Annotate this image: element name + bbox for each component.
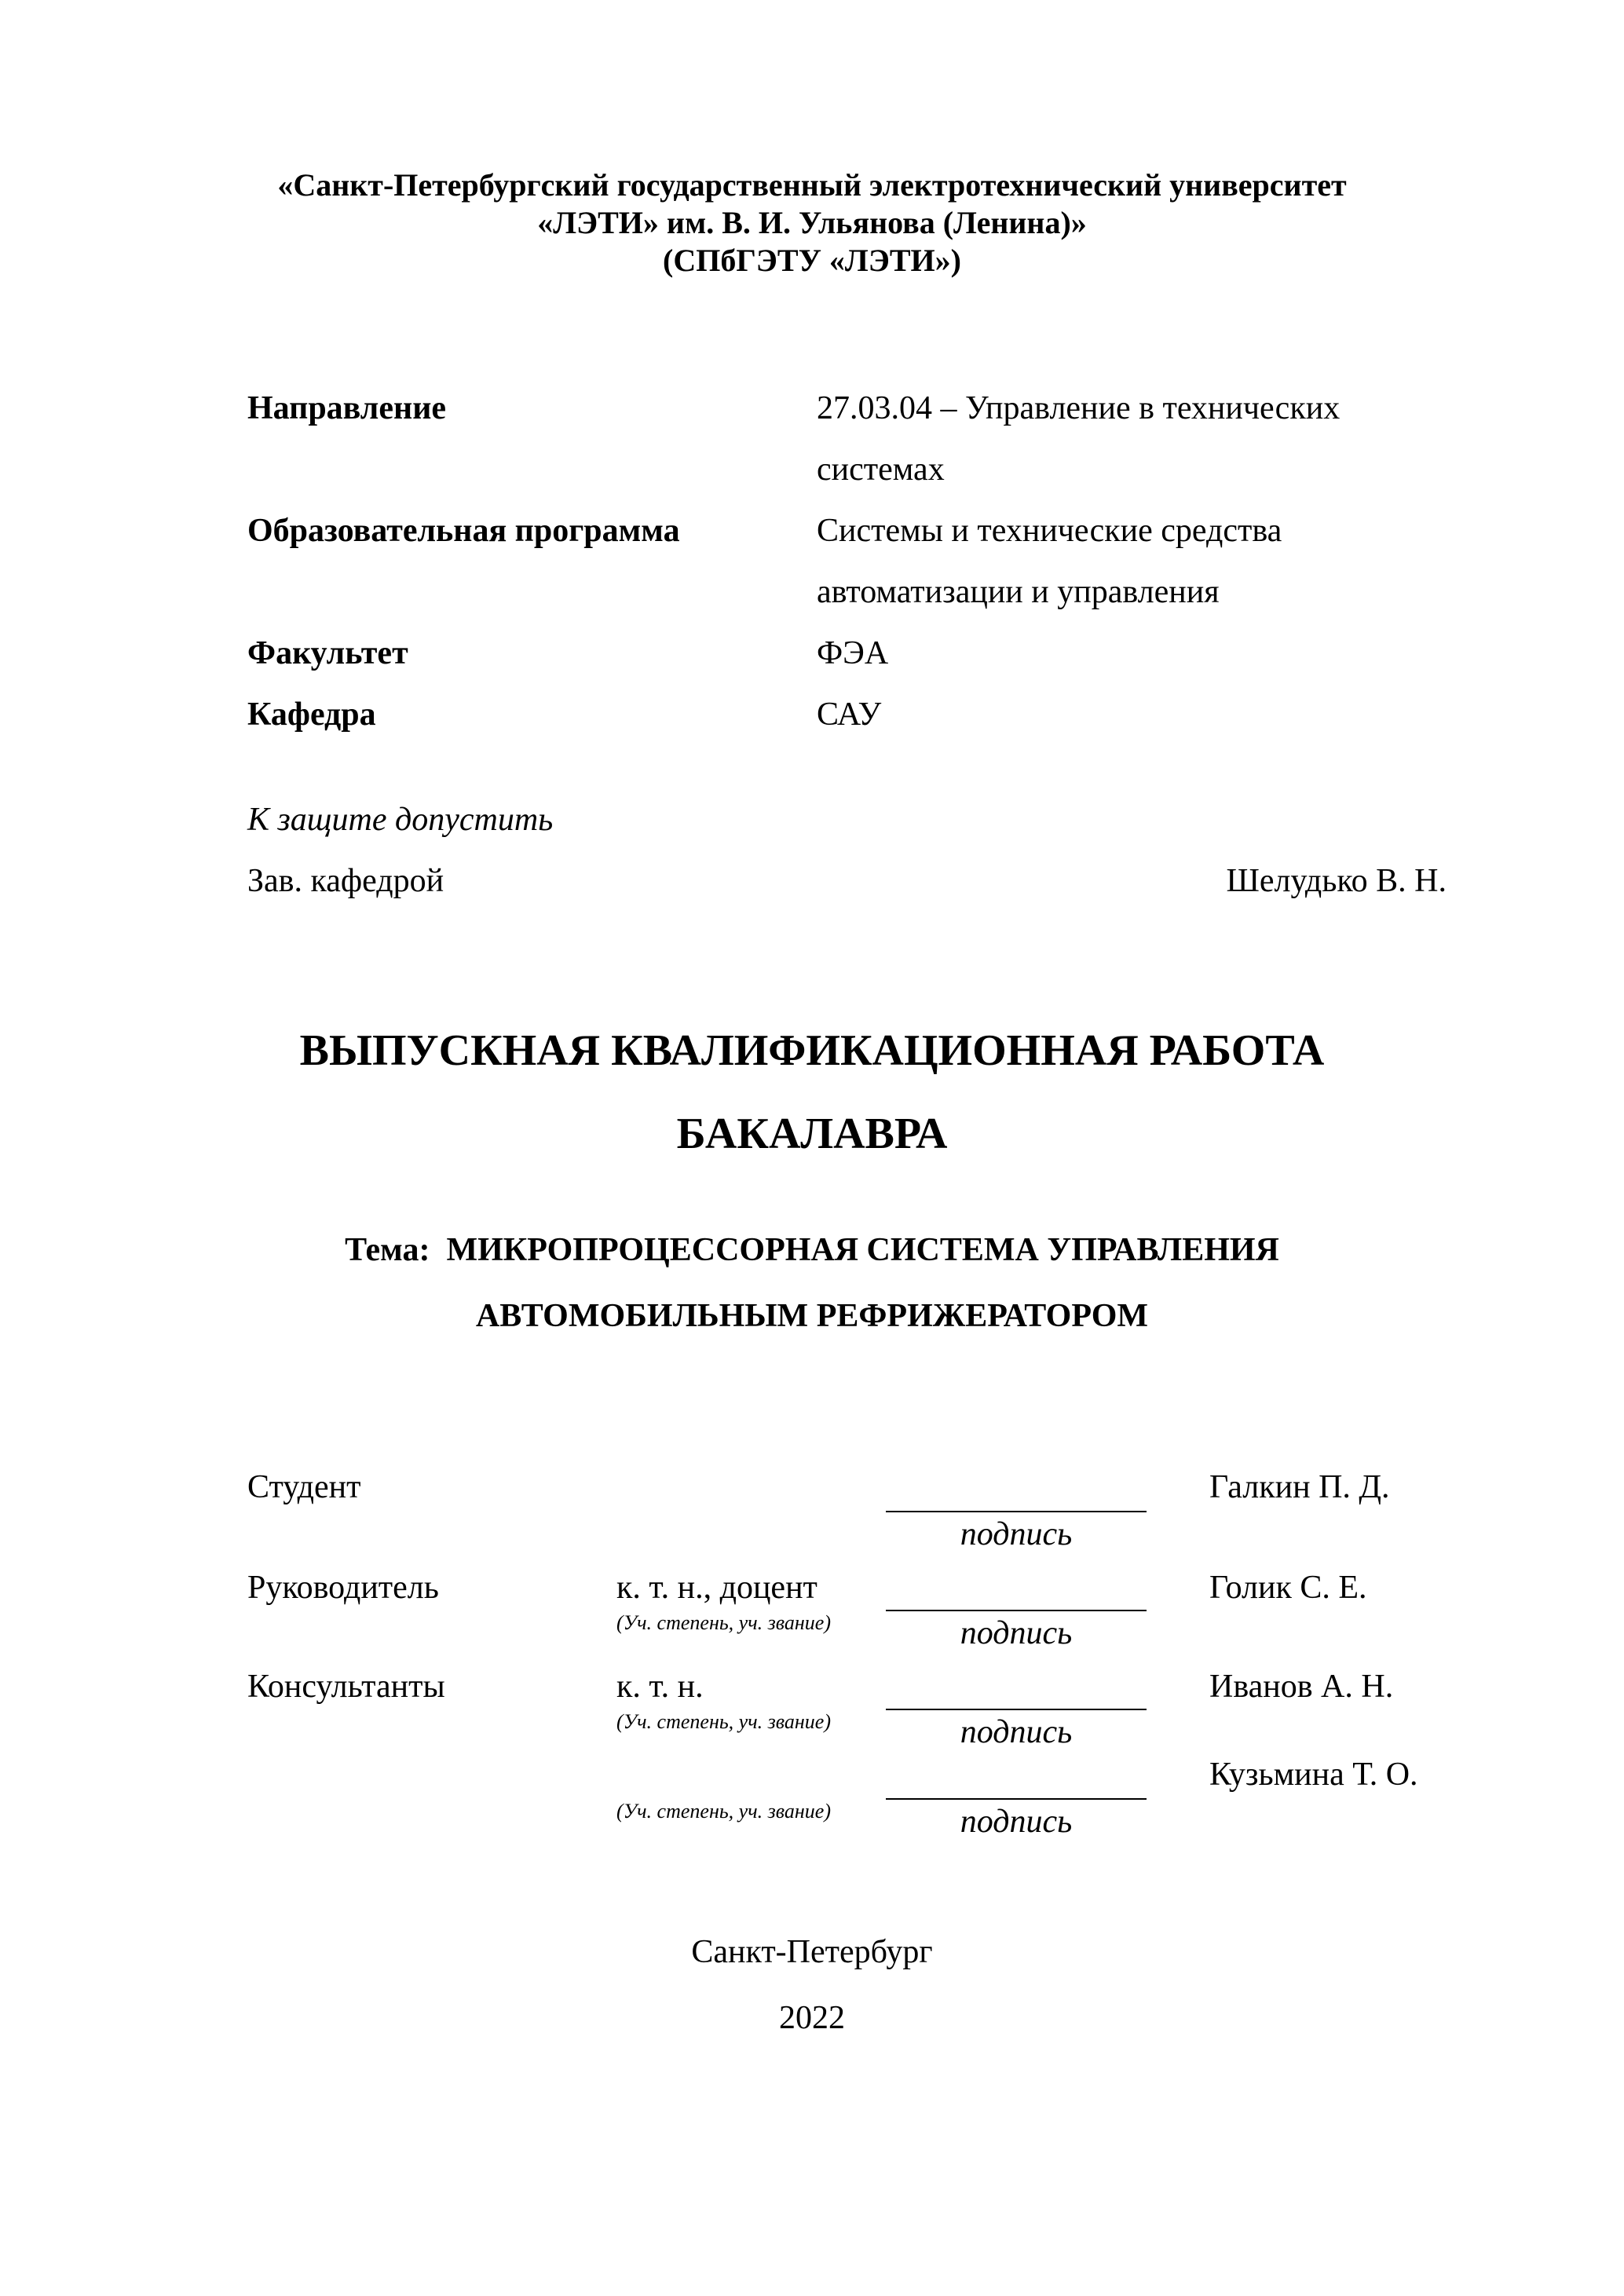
footer-city: Санкт-Петербург	[691, 1934, 933, 1970]
consultant-1-degree-caption: (Уч. степень, уч. звание)	[616, 1710, 831, 1733]
signature-caption-consultant-2: подпись	[960, 1804, 1073, 1840]
signature-caption-consultant-1: подпись	[960, 1714, 1073, 1750]
supervisor-degree-caption: (Уч. степень, уч. звание)	[616, 1611, 831, 1634]
info-label-department: Кафедра	[247, 696, 376, 733]
theme-line-1	[0, 1231, 1624, 1269]
thesis-title-line-2: БАКАЛАВРА	[676, 1110, 948, 1158]
info-value-program-2: автоматизации и управления	[817, 574, 1220, 610]
consultant-1-degree: к. т. н.	[616, 1669, 704, 1705]
signature-name-student: Галкин П. Д.	[1209, 1469, 1390, 1505]
signature-line-supervisor	[886, 1610, 1147, 1611]
university-line-2: «ЛЭТИ» им. В. И. Ульянова (Ленина)»	[537, 205, 1087, 240]
signature-line-consultant-2	[886, 1798, 1147, 1800]
signature-name-consultant-2: Кузьмина Т. О.	[1209, 1757, 1418, 1793]
university-line-1: «Санкт-Петербургский государственный электротехнический университет	[277, 167, 1347, 203]
theme-text-1: МИКРОПРОЦЕССОРНАЯ СИСТЕМА УПРАВЛЕНИЯ	[446, 1232, 1279, 1268]
admission-head-name: Шелудько В. Н.	[1226, 863, 1447, 899]
info-value-department: САУ	[817, 696, 882, 733]
footer-year: 2022	[779, 2000, 845, 2036]
info-value-direction-1: 27.03.04 – Управление в технических	[817, 390, 1341, 426]
supervisor-degree: к. т. н., доцент	[616, 1570, 817, 1606]
theme-label: Тема:	[345, 1232, 430, 1268]
admission-role: Зав. кафедрой	[247, 863, 444, 899]
signature-role-supervisor: Руководитель	[247, 1570, 439, 1606]
signature-name-supervisor: Голик С. Е.	[1209, 1570, 1367, 1606]
thesis-title-line-1: ВЫПУСКНАЯ КВАЛИФИКАЦИОННАЯ РАБОТА	[299, 1026, 1325, 1075]
signature-name-consultant-1: Иванов А. Н.	[1209, 1669, 1394, 1705]
signature-line-consultant-1	[886, 1709, 1147, 1710]
university-line-3: (СПбГЭТУ «ЛЭТИ»)	[663, 243, 961, 278]
theme-line-2: АВТОМОБИЛЬНЫМ РЕФРИЖЕРАТОРОМ	[475, 1298, 1149, 1334]
info-value-direction-2: системах	[817, 452, 945, 488]
consultant-2-degree-caption: (Уч. степень, уч. звание)	[616, 1800, 831, 1823]
info-label-direction: Направление	[247, 390, 447, 426]
admission-note: К защите допустить	[247, 802, 554, 838]
signature-role-consultants: Консультанты	[247, 1669, 445, 1705]
info-value-program-1: Системы и технические средства	[817, 513, 1282, 549]
signature-line-student	[886, 1511, 1147, 1512]
info-label-faculty: Факультет	[247, 635, 408, 671]
info-label-program: Образовательная программа	[247, 513, 680, 549]
signature-caption-supervisor: подпись	[960, 1615, 1073, 1651]
info-value-faculty: ФЭА	[817, 635, 889, 671]
signature-caption-student: подпись	[960, 1516, 1073, 1552]
university-header	[0, 166, 1624, 280]
signature-role-student: Студент	[247, 1469, 361, 1505]
